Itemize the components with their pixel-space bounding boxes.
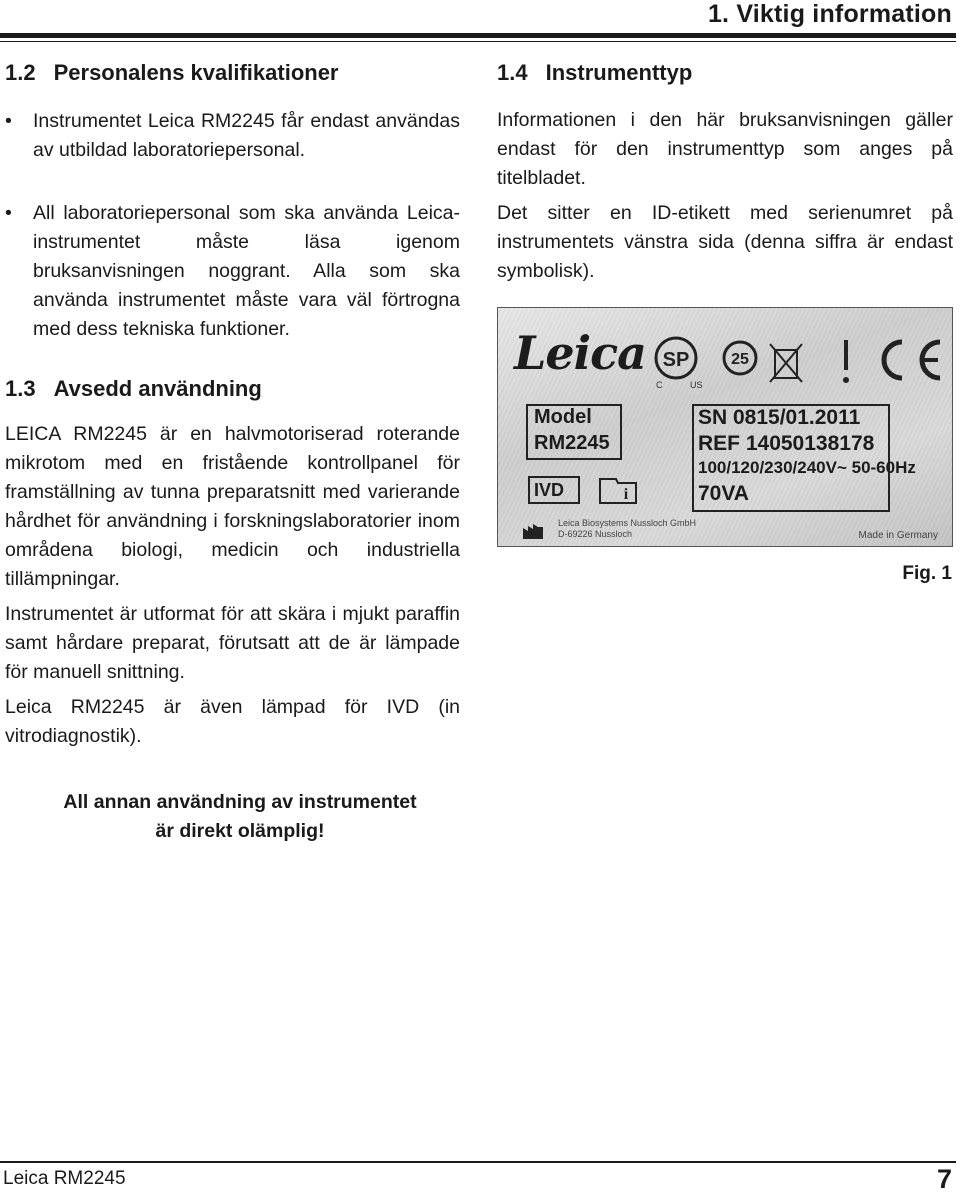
list-item-text: Instrumentet Leica RM2245 får endast användas av utbildad laboratoriepersonal. [33, 110, 460, 161]
csa-mark-icon [656, 338, 703, 390]
usage-warning-line2: är direkt olämplig! [155, 820, 325, 842]
manufacturer-address: D-69226 Nussloch [558, 529, 633, 539]
manufacturer-name: Leica Biosystems Nussloch GmbH [558, 518, 697, 528]
bullet-icon: • [5, 202, 12, 224]
manufacturer-icon [522, 522, 544, 540]
power-rating: 70VA [698, 482, 749, 505]
id-label-figure [497, 307, 953, 547]
section-number: 1.2 [5, 60, 36, 85]
footer-product: Leica RM2245 [3, 1168, 126, 1189]
section-heading-1-3 [5, 374, 460, 404]
figure-caption: Fig. 1 [902, 563, 952, 584]
warning-icon [843, 340, 849, 383]
list-item [5, 107, 460, 165]
right-column [497, 58, 953, 286]
manual-info-icon [598, 475, 638, 505]
recycling-25-icon [724, 342, 756, 374]
svg-text:US: US [690, 380, 703, 390]
section-title: Instrumenttyp [545, 60, 693, 85]
section-number: 1.3 [5, 376, 36, 401]
list-item [5, 199, 460, 344]
ivd-paragraph: Leica RM2245 är även lämpad för IVD (in vitrodiagnostik). [5, 696, 460, 747]
cert-years: 25 [731, 351, 749, 368]
section-title: Avsedd användning [53, 376, 262, 401]
ivd-label: IVD [534, 480, 565, 500]
page-number: 7 [936, 1164, 952, 1194]
voltage-rating: 100/120/230/240V~ 50-60Hz [698, 458, 916, 477]
section-heading-1-2 [5, 58, 460, 88]
section-heading-1-4 [497, 58, 953, 88]
serial-number: SN 0815/01.2011 [698, 406, 861, 429]
bullet-icon: • [5, 110, 12, 132]
usage-warning [40, 788, 440, 846]
usage-warning-line1: All annan användning av instrumentet [63, 791, 417, 813]
list-item-text: All laboratoriepersonal som ska använda Leica-instrumentet måste läsa igenom bruksanvisningen noggrant. Alla som ska använda instrumentet måste vara väl förtrogna med dess tekniska funktioner. [33, 202, 460, 340]
leica-logo: Leica [514, 326, 646, 380]
ce-mark-icon [884, 342, 940, 378]
section-title: Personalens kvalifikationer [53, 60, 339, 85]
id-label-paragraph: Det sitter en ID-etikett med serienumret på instrumentets vänstra sida (denna siffra är endast symbolisk). [497, 202, 953, 282]
section-number: 1.4 [497, 60, 528, 85]
certification-marks [648, 330, 948, 410]
footer-rule [0, 1161, 956, 1163]
weee-bin-icon [770, 344, 802, 382]
svg-text:C: C [656, 380, 663, 390]
svg-text:i: i [623, 486, 629, 503]
header-rule [0, 33, 956, 38]
left-column [5, 58, 460, 751]
model-value: RM2245 [534, 432, 610, 454]
made-in-label: Made in Germany [858, 530, 938, 541]
intended-use-paragraph: LEICA RM2245 är en halvmotoriserad roterande mikrotom med en fristående kontrollpanel för framställning av tunna preparatsnitt med varierande hårdhet för användning i forskningslaboratorier inom områdena biologi, medicin och industriella tillämpningar. [5, 423, 460, 590]
instrument-type-paragraph: Informationen i den här bruksanvisningen gäller endast för den instrumenttyp som anges på titelbladet. [497, 109, 953, 189]
chapter-title: 1. Viktig information [707, 0, 952, 28]
ref-number: REF 14050138178 [698, 432, 875, 455]
cutting-paragraph: Instrumentet är utformat för att skära i mjukt paraffin samt hårdare preparat, förutsatt att de är lämpade för manuell snittning. [5, 603, 460, 683]
header-rule-thin [0, 41, 956, 42]
qualification-list [5, 107, 460, 344]
model-label: Model [534, 406, 592, 428]
svg-text:SP: SP [662, 349, 690, 371]
